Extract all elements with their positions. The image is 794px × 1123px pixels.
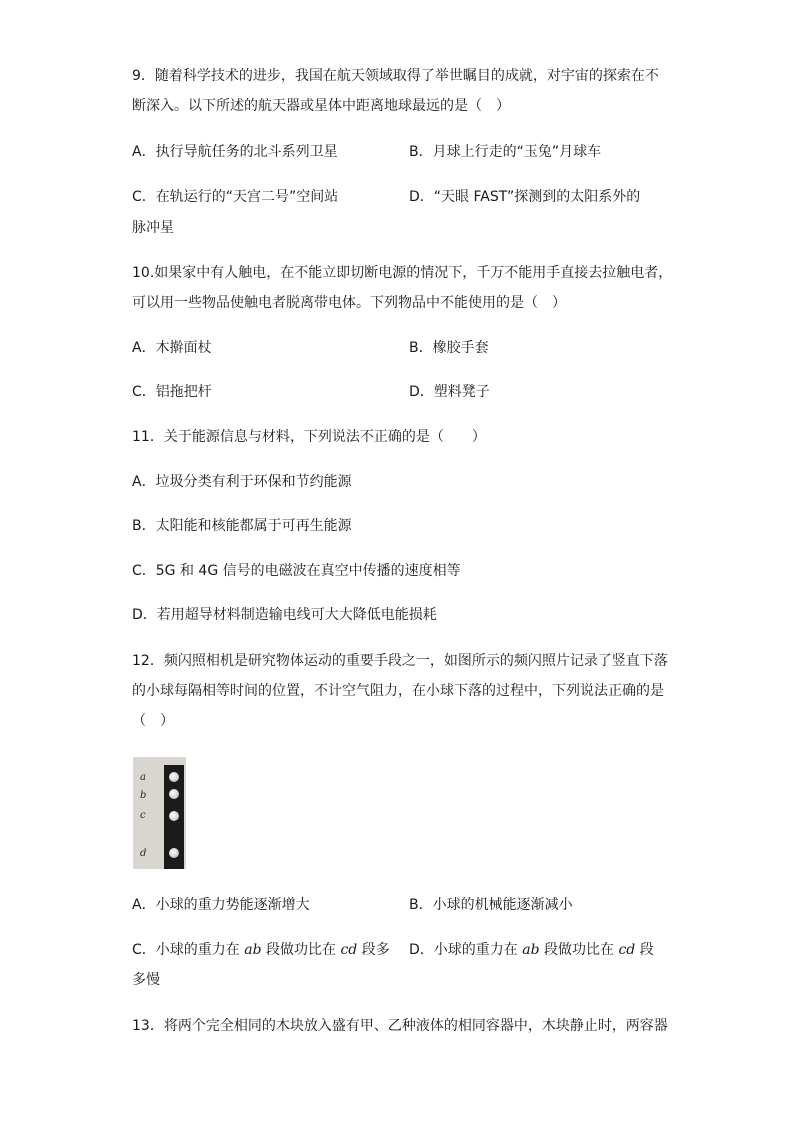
q9-option-b: B．月球上行走的“玉兔”月球车 (409, 144, 602, 160)
q13-stem-line1: 13．将两个完全相同的木块放入盛有甲、乙种液体的相同容器中，木块静止时，两容器 (132, 1018, 668, 1034)
q12-option-b: B．小球的机械能逐渐减小 (409, 897, 573, 913)
q12-option-c-text3: 段多 (357, 942, 390, 958)
q10-stem-line1: 10.如果家中有人触电，在不能立即切断电源的情况下，千万不能用手直接去拉触电者， (132, 265, 673, 281)
q12-stem-line1: 12．频闪照相机是研究物体运动的重要手段之一，如图所示的频闪照片记录了竖直下落 (132, 653, 668, 669)
q12-stem-line2: 的小球每隔相等时间的位置，不计空气阻力，在小球下落的过程中，下列说法正确的是 (132, 683, 664, 699)
q11-option-c: C．5G 和 4G 信号的电磁波在真空中传播的速度相等 (132, 563, 461, 579)
figure-label-b: b (140, 790, 147, 801)
q12-option-d-text1: D．小球的重力在 (409, 942, 523, 958)
q12-option-d-text3: 段 (635, 942, 654, 958)
q12-option-c-ab: ab (244, 942, 262, 958)
ball-position-b (169, 789, 179, 799)
q9-option-a: A．执行导航任务的北斗系列卫星 (132, 144, 338, 160)
figure-label-c: c (140, 810, 146, 821)
q12-option-c-text2: 段做功比在 (261, 942, 341, 958)
q9-stem-line2: 断深入。以下所述的航天器或星体中距离地球最远的是（ ） (132, 98, 510, 114)
ball-position-a (169, 772, 179, 782)
q11-option-d: D．若用超导材料制造输电线可大大降低电能损耗 (132, 607, 437, 623)
q10-option-d: D．塑料凳子 (409, 384, 490, 400)
q12-option-d (409, 940, 654, 960)
q11-option-b: B．太阳能和核能都属于可再生能源 (132, 518, 352, 534)
q10-option-b: B．橡胶手套 (409, 340, 489, 356)
q9-option-d-continued: 脉冲星 (132, 220, 174, 236)
q9-stem-line1: 9．随着科学技术的进步，我国在航天领域取得了举世瞩目的成就，对宇宙的探索在不 (132, 68, 659, 84)
q10-stem-line2: 可以用一些物品使触电者脱离带电体。下列物品中不能使用的是（ ） (132, 295, 566, 311)
q12-option-c (132, 940, 390, 960)
q12-option-continued: 多慢 (132, 972, 160, 988)
q12-option-d-cd: cd (618, 942, 636, 958)
q12-stem-line3: （ ） (132, 713, 174, 729)
ball-position-c (169, 811, 179, 821)
figure-label-d: d (140, 848, 147, 859)
q12-option-c-cd: cd (340, 942, 358, 958)
figure-label-a: a (140, 772, 146, 783)
q11-stem: 11．关于能源信息与材料，下列说法不正确的是（ ） (132, 429, 486, 445)
q9-option-d: D．“天眼 FAST”探测到的太阳系外的 (409, 189, 641, 205)
q12-option-d-ab: ab (522, 942, 540, 958)
q10-option-c: C．铝拖把杆 (132, 384, 212, 400)
strobe-photo-figure (133, 757, 186, 869)
ball-position-d (169, 848, 179, 858)
q9-option-c: C．在轨运行的“天宫二号”空间站 (132, 189, 339, 205)
q12-option-c-text1: C．小球的重力在 (132, 942, 245, 958)
q11-option-a: A．垃圾分类有利于环保和节约能源 (132, 474, 352, 490)
q12-option-a: A．小球的重力势能逐渐增大 (132, 897, 310, 913)
q10-option-a: A．木擀面杖 (132, 340, 212, 356)
q12-option-d-text2: 段做功比在 (539, 942, 619, 958)
